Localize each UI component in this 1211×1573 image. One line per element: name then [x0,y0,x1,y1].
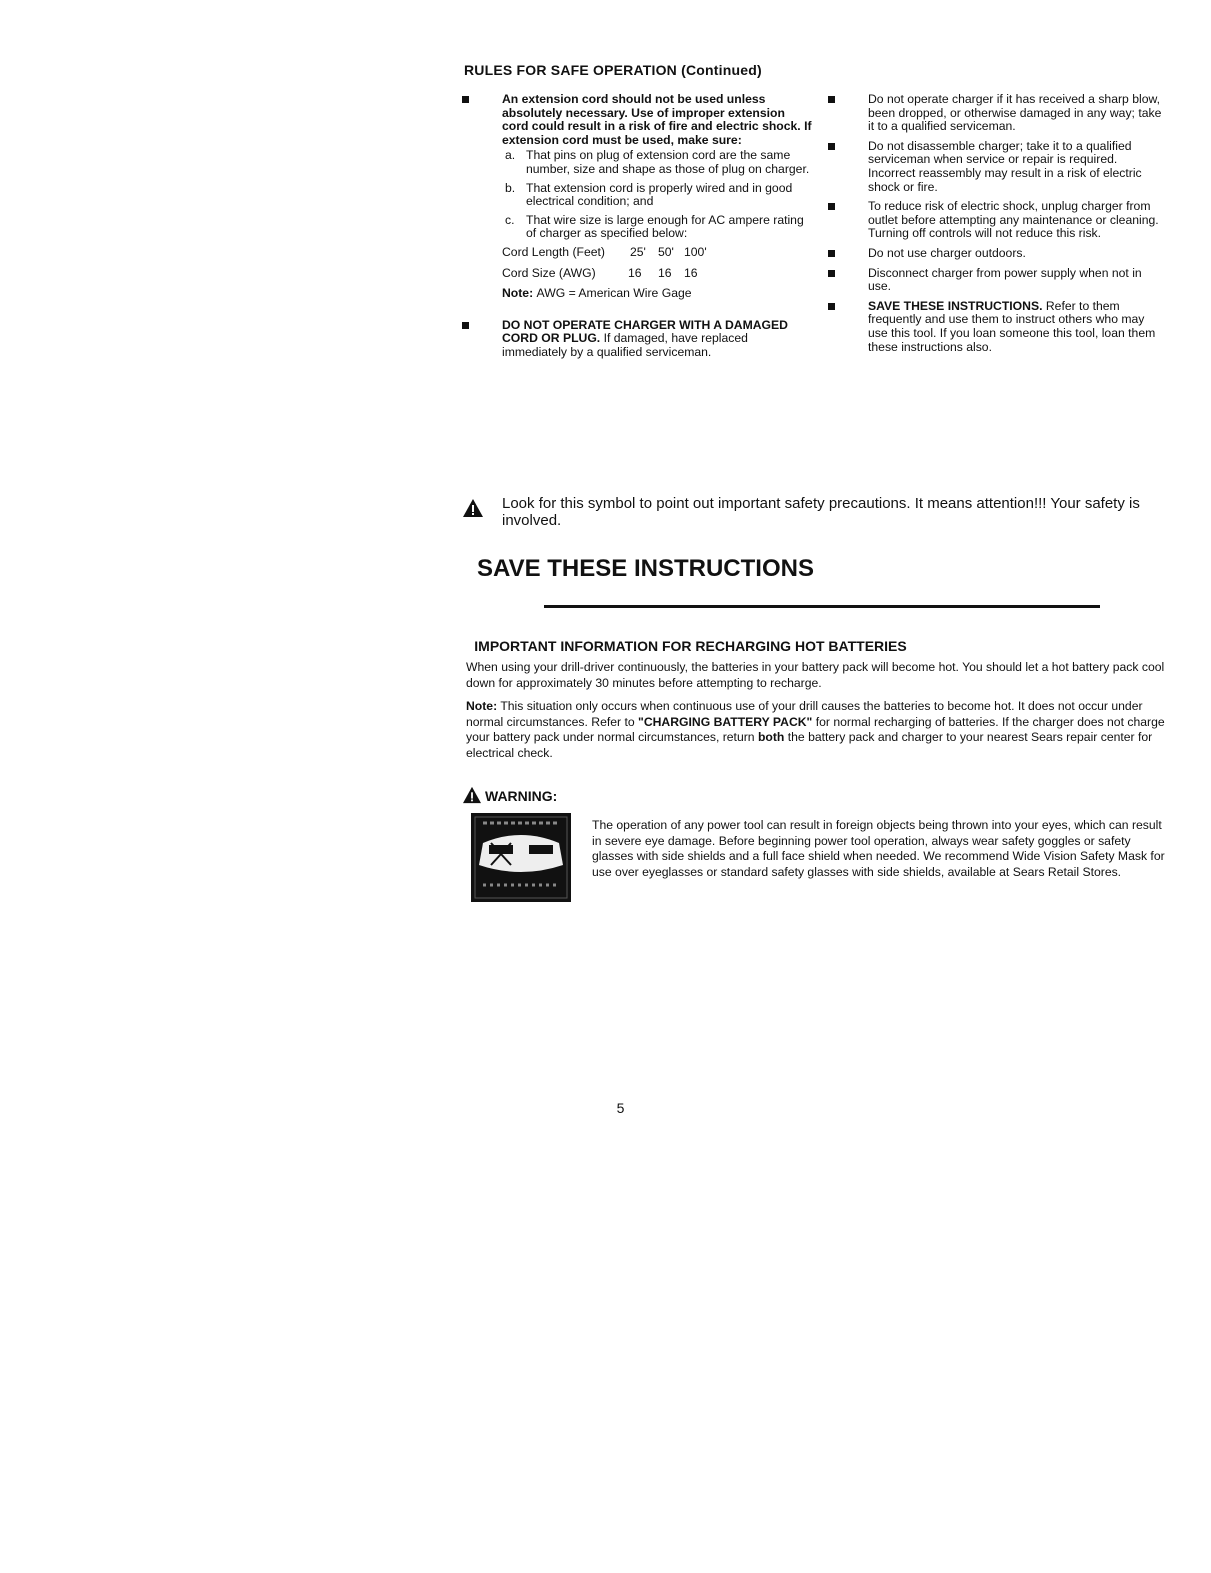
cord-size-value: 16 [684,265,698,280]
rule-item [828,140,1164,194]
sub-item-letter: c. [505,212,515,227]
sub-item-a [502,149,814,176]
note-both: both [757,730,785,744]
note-text: the battery pack and charger to your nearest Sears repair center for electrical check. [466,730,1153,760]
damaged-cord-text: If damaged, have replaced immediately by a qualified serviceman. [502,331,748,359]
section-heading: RULES FOR SAFE OPERATION (Continued) [464,62,762,78]
safety-goggles-image [471,813,571,902]
rule-item [828,247,1164,261]
rule-text: To reduce risk of electric shock, unplug charger from outlet before attempting any maintenance or cleaning. Turning off controls will not reduce this risk. [868,199,1159,241]
note-label: Note: [466,699,498,713]
cord-length-value: 50' [658,244,674,259]
cord-size-value: 16 [628,265,642,280]
right-column [828,93,1164,356]
bullet-square [462,322,469,329]
cord-size-row [502,267,814,281]
note-text: AWG = American Wire Gage [536,286,692,301]
note-label: Note: [502,286,534,301]
rule-text: Do not use charger outdoors. [868,245,1026,260]
note-quote: "CHARGING BATTERY PACK" [638,714,813,729]
sub-item-c [502,214,814,241]
cord-length-label: Cord Length (Feet) [502,244,605,259]
save-rule-item [828,300,1164,354]
cord-length-value: 25' [630,244,646,259]
save-rule-bold: SAVE THESE INSTRUCTIONS. [868,298,1043,313]
bullet-square [828,143,835,150]
cord-note [502,287,814,301]
important-info-title: IMPORTANT INFORMATION FOR RECHARGING HOT BATTERIES [474,638,907,654]
cord-length-value: 100' [684,244,707,259]
page-number: 5 [616,1100,625,1116]
extension-cord-rule [462,93,814,147]
safety-alert-icon [462,498,484,518]
warning-label: WARNING: [485,788,558,804]
bullet-square [828,303,835,310]
note-text: This situation only occurs when continuous use of your drill causes the batteries to become hot. It does not occur under normal circumstances. Refer to [466,699,1143,729]
sub-item-b [502,182,814,209]
cord-size-label: Cord Size (AWG) [502,265,596,280]
rule-text: Do not disassemble charger; take it to a qualified serviceman when service or repair is required. Incorrect reassembly may result in a risk of electric shock or fire. [868,138,1142,194]
save-rule-text: Refer to them frequently and use them to instruct others who may use this tool. If you loan someone this tool, loan them these instructions also. [868,298,1156,354]
damaged-cord-rule [462,319,814,360]
rule-item [828,200,1164,241]
sub-item-text: That wire size is large enough for AC ampere rating of charger as specified below: [526,212,804,241]
sub-item-text: That pins on plug of extension cord are the same number, size and shape as those of plug on charger. [526,148,810,176]
sub-item-text: That extension cord is properly wired and in good electrical condition; and [526,180,793,209]
left-column [462,93,814,362]
rule-item [828,93,1164,134]
bullet-square [828,203,835,210]
damaged-cord-bold: DO NOT OPERATE CHARGER WITH A DAMAGED CORD OR PLUG. [502,317,788,346]
bullet-square [828,270,835,277]
rule-text: Disconnect charger from power supply when not in use. [868,265,1142,294]
sub-item-letter: b. [505,180,516,195]
note-text: for normal recharging of batteries. If the charger does not charge your battery pack under normal circumstances, return [466,714,1165,744]
cord-length-row [502,246,814,260]
save-instructions-title: SAVE THESE INSTRUCTIONS [477,555,814,582]
warning-text: The operation of any power tool can result in foreign objects being thrown into your eyes, which can result in severe eye damage. Before beginning power tool operation, always wear safety goggles or safety glasses with side shields and a full face shield when needed. We recommend Wide Vision Safety Mask for use over eyeglasses or standard safety glasses with side shields, available at Sears Retail Stores. [592,818,1165,879]
divider-line [544,605,1100,608]
bullet-square [828,96,835,103]
rule-text: Do not operate charger if it has received a sharp blow, been dropped, or otherwise damaged in any way; take it to a qualified serviceman. [868,92,1162,134]
bullet-square [462,96,469,103]
rule-item [828,267,1164,294]
goggles-icon [471,813,571,902]
sub-item-letter: a. [505,148,516,163]
bullet-square [828,250,835,257]
extension-cord-text: An extension cord should not be used unless absolutely necessary. Use of improper extension cord could result in a risk of fire and electric shock. If extension cord must be used, make sure: [502,92,812,147]
warning-heading [462,786,557,804]
safety-symbol-notice [462,495,1174,529]
cord-size-value: 16 [658,265,672,280]
hot-battery-paragraph: When using your drill-driver continuously, the batteries in your battery pack will become hot. You should let a hot battery pack cool down for approximately 30 minutes before attempting to recharge. [466,660,1165,690]
note-paragraph [466,699,1171,761]
warning-icon [462,786,482,804]
safety-symbol-text: Look for this symbol to point out important safety precautions. It means attention!!! Your safety is involved. [502,495,1140,529]
